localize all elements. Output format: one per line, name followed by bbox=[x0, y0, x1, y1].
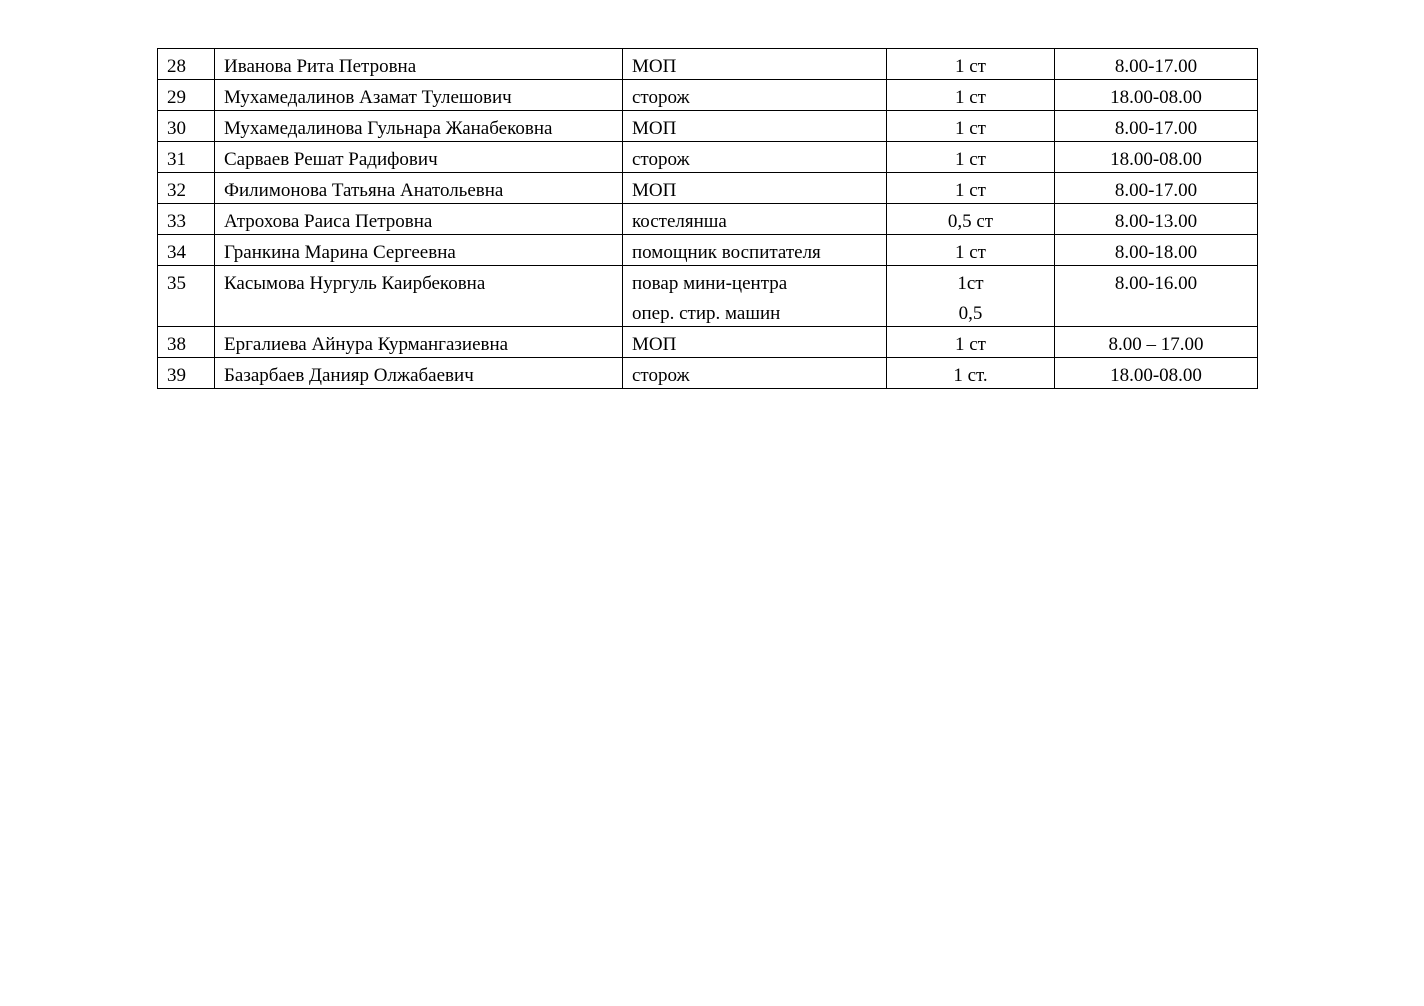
position-cell bbox=[623, 111, 887, 142]
work-hours-cell bbox=[1055, 111, 1258, 142]
rate-cell bbox=[887, 80, 1055, 111]
position-cell bbox=[623, 327, 887, 358]
row-number-cell: 31 bbox=[158, 142, 215, 173]
position-cell bbox=[623, 173, 887, 204]
rate-cell-line: 1 ст bbox=[955, 118, 986, 139]
work-hours-cell bbox=[1055, 204, 1258, 235]
position-cell-line: опер. стир. машин bbox=[632, 303, 781, 324]
rate-cell-line: 0,5 bbox=[958, 303, 983, 324]
position-cell bbox=[623, 80, 887, 111]
table-row bbox=[158, 204, 1258, 235]
work-hours-cell-line: 8.00-16.00 bbox=[1114, 273, 1198, 294]
position-cell-line: сторож bbox=[632, 365, 690, 386]
employee-name-cell: Мухамедалинова Гульнара Жанабековна bbox=[215, 111, 623, 142]
work-hours-cell-line: 8.00 – 17.00 bbox=[1108, 334, 1204, 355]
work-hours-cell bbox=[1055, 358, 1258, 389]
staff-schedule-table bbox=[157, 48, 1258, 389]
position-cell bbox=[623, 235, 887, 266]
work-hours-cell bbox=[1055, 80, 1258, 111]
row-number-cell: 35 bbox=[158, 266, 215, 327]
rate-cell bbox=[887, 327, 1055, 358]
row-number-cell: 38 bbox=[158, 327, 215, 358]
position-cell-line: сторож bbox=[632, 87, 690, 108]
employee-name-cell: Ергалиева Айнура Курмангазиевна bbox=[215, 327, 623, 358]
employee-name-cell: Гранкина Марина Сергеевна bbox=[215, 235, 623, 266]
work-hours-cell bbox=[1055, 327, 1258, 358]
rate-cell-line: 1 ст. bbox=[953, 365, 988, 386]
employee-name-cell: Филимонова Татьяна Анатольевна bbox=[215, 173, 623, 204]
employee-name-cell: Мухамедалинов Азамат Тулешович bbox=[215, 80, 623, 111]
rate-cell bbox=[887, 266, 1055, 327]
table-row bbox=[158, 327, 1258, 358]
employee-name-cell: Атрохова Раиса Петровна bbox=[215, 204, 623, 235]
row-number-cell: 34 bbox=[158, 235, 215, 266]
table-row bbox=[158, 358, 1258, 389]
work-hours-cell-line: 8.00-13.00 bbox=[1114, 211, 1198, 232]
work-hours-cell-line: 18.00-08.00 bbox=[1110, 87, 1202, 108]
position-cell-line: МОП bbox=[632, 56, 677, 77]
work-hours-cell bbox=[1055, 173, 1258, 204]
rate-cell-line: 1 ст bbox=[955, 180, 986, 201]
employee-name-cell: Сарваев Решат Радифович bbox=[215, 142, 623, 173]
work-hours-cell-line: 8.00-17.00 bbox=[1114, 118, 1198, 139]
rate-cell bbox=[887, 235, 1055, 266]
position-cell bbox=[623, 204, 887, 235]
position-cell-line: помощник воспитателя bbox=[632, 242, 821, 263]
position-cell-line: МОП bbox=[632, 334, 677, 355]
work-hours-cell-line: 8.00-17.00 bbox=[1114, 56, 1198, 77]
work-hours-cell bbox=[1055, 49, 1258, 80]
work-hours-cell-line: 18.00-08.00 bbox=[1110, 365, 1202, 386]
row-number-cell: 32 bbox=[158, 173, 215, 204]
table-row bbox=[158, 111, 1258, 142]
rate-cell bbox=[887, 358, 1055, 389]
row-number-cell: 30 bbox=[158, 111, 215, 142]
employee-name-cell: Базарбаев Данияр Олжабаевич bbox=[215, 358, 623, 389]
rate-cell bbox=[887, 173, 1055, 204]
work-hours-cell bbox=[1055, 235, 1258, 266]
rate-cell-line: 1 ст bbox=[955, 242, 986, 263]
table-row bbox=[158, 173, 1258, 204]
position-cell bbox=[623, 142, 887, 173]
work-hours-cell-line: 18.00-08.00 bbox=[1110, 149, 1202, 170]
position-cell-line: костелянша bbox=[632, 211, 727, 232]
row-number-cell: 33 bbox=[158, 204, 215, 235]
rate-cell bbox=[887, 111, 1055, 142]
row-number-cell: 39 bbox=[158, 358, 215, 389]
rate-cell bbox=[887, 204, 1055, 235]
row-number-cell: 29 bbox=[158, 80, 215, 111]
rate-cell-line: 1 ст bbox=[955, 56, 986, 77]
table-row bbox=[158, 49, 1258, 80]
rate-cell-line: 1 ст bbox=[955, 87, 986, 108]
work-hours-cell bbox=[1055, 266, 1258, 327]
position-cell bbox=[623, 49, 887, 80]
table-row bbox=[158, 142, 1258, 173]
table-row bbox=[158, 235, 1258, 266]
table-body bbox=[158, 49, 1258, 389]
employee-name-cell: Иванова Рита Петровна bbox=[215, 49, 623, 80]
position-cell-line: МОП bbox=[632, 180, 677, 201]
work-hours-cell-line: 8.00-17.00 bbox=[1114, 180, 1198, 201]
row-number-cell: 28 bbox=[158, 49, 215, 80]
table-row bbox=[158, 266, 1258, 327]
employee-name-cell: Касымова Нургуль Каирбековна bbox=[215, 266, 623, 327]
work-hours-cell-line: 8.00-18.00 bbox=[1114, 242, 1198, 263]
rate-cell bbox=[887, 142, 1055, 173]
position-cell-line: МОП bbox=[632, 118, 677, 139]
position-cell-line: повар мини-центра bbox=[632, 273, 788, 294]
rate-cell-line: 1 ст bbox=[955, 334, 986, 355]
position-cell bbox=[623, 358, 887, 389]
rate-cell-line: 1 ст bbox=[955, 149, 986, 170]
position-cell bbox=[623, 266, 887, 327]
rate-cell-line: 1ст bbox=[957, 273, 984, 294]
rate-cell bbox=[887, 49, 1055, 80]
rate-cell-line: 0,5 ст bbox=[947, 211, 994, 232]
position-cell-line: сторож bbox=[632, 149, 690, 170]
work-hours-cell bbox=[1055, 142, 1258, 173]
table-row bbox=[158, 80, 1258, 111]
